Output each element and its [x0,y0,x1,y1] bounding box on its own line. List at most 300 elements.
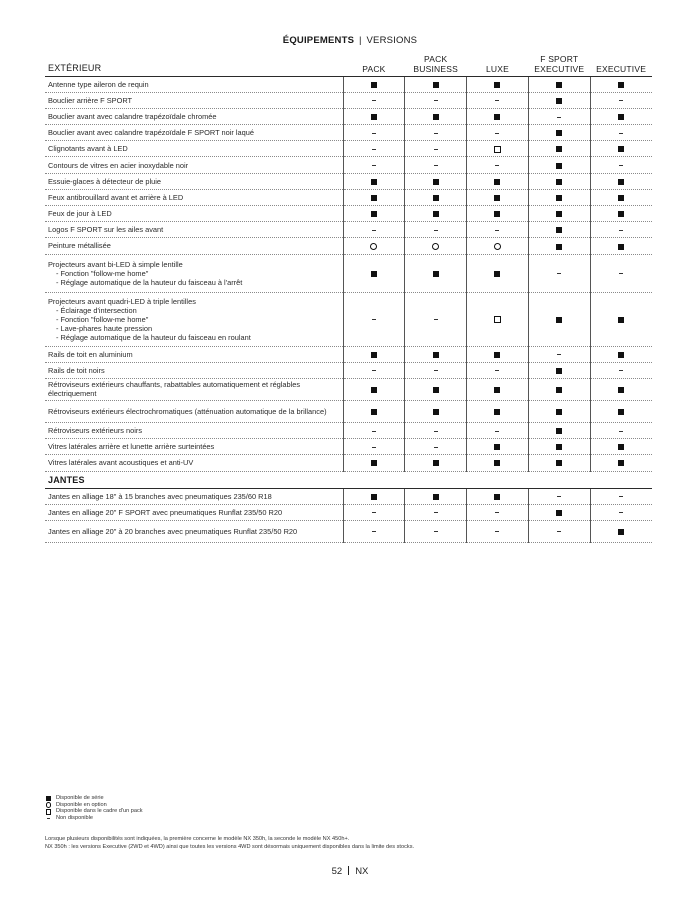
feature-name: Jantes en alliage 20" à 20 branches avec pneumatiques Runflat 235/50 R20 [48,526,298,536]
standard-marker [433,271,439,277]
availability-cell [343,520,405,542]
not-available-marker [372,319,376,320]
standard-marker [433,82,439,88]
not-available-marker [619,496,623,497]
availability-cell [528,141,590,157]
feature-subitem: - Réglage automatique de la hauteur du faisceau en roulant [56,332,251,342]
not-available-marker [495,165,499,166]
standard-marker [618,244,624,250]
not-available-marker [372,100,376,101]
table-row [45,173,652,189]
feature-label [45,422,343,438]
availability-cell [467,76,529,92]
availability-cell [590,206,652,222]
standard-marker [556,244,562,250]
feature-subitem: - Fonction "follow-me home" [56,268,149,278]
not-available-marker [434,165,438,166]
standard-marker [618,352,624,358]
standard-marker [556,428,562,434]
feature-name: Rails de toit noirs [48,365,105,375]
feature-name: Feux de jour à LED [48,209,112,219]
standard-marker [556,211,562,217]
availability-cell [467,141,529,157]
feature-label [45,378,343,400]
feature-subitem: - Réglage automatique de la hauteur du faisceau à l'arrêt [56,277,243,287]
not-available-marker [434,447,438,448]
availability-cell [590,189,652,205]
not-available-marker [495,431,499,432]
standard-marker [494,82,500,88]
availability-cell [467,292,529,346]
availability-cell [405,92,467,108]
feature-name: Bouclier arrière F SPORT [48,95,133,105]
not-available-marker [372,531,376,532]
standard-marker [433,211,439,217]
availability-cell [343,504,405,520]
availability-cell [528,222,590,238]
feature-name: Rétroviseurs extérieurs électrochromatiques (atténuation automatique de la brillance) [48,406,327,416]
not-available-marker [557,117,561,118]
availability-cell [343,125,405,141]
standard-marker [556,444,562,450]
availability-cell [467,400,529,422]
standard-marker [371,82,377,88]
option-marker [432,243,439,250]
feature-subitem: - Lave-phares haute pression [56,323,153,333]
standard-marker [371,409,377,415]
not-available-marker [557,354,561,355]
not-available-marker [619,370,623,371]
availability-cell [590,362,652,378]
availability-cell [405,520,467,542]
availability-cell [467,206,529,222]
table-row [45,378,652,400]
availability-cell [528,108,590,124]
not-available-marker [557,496,561,497]
feature-name: Logos F SPORT sur les ailes avant [48,225,164,235]
feature-name: Essuie-glaces à détecteur de pluie [48,176,161,186]
standard-marker [433,460,439,466]
feature-label [45,455,343,471]
feature-subitem: - Éclairage d'intersection [56,305,137,315]
feature-label [45,222,343,238]
feature-label [45,125,343,141]
not-available-marker [619,133,623,134]
availability-cell [528,76,590,92]
availability-cell [528,422,590,438]
availability-cell [467,189,529,205]
not-available-marker [619,431,623,432]
table-row [45,141,652,157]
availability-cell [343,222,405,238]
not-available-marker [495,230,499,231]
table-row [45,222,652,238]
feature-label [45,108,343,124]
availability-cell [590,439,652,455]
table-row [45,108,652,124]
availability-cell [528,206,590,222]
availability-cell [467,488,529,504]
availability-cell [528,400,590,422]
standard-marker [556,409,562,415]
availability-cell [405,292,467,346]
not-available-marker [619,512,623,513]
standard-marker [371,114,377,120]
availability-cell [590,400,652,422]
availability-cell [467,455,529,471]
table-row [45,488,652,504]
availability-cell [528,488,590,504]
not-available-marker [495,370,499,371]
legend [45,795,143,822]
availability-cell [405,254,467,292]
availability-cell [528,362,590,378]
feature-label [45,157,343,173]
feature-name: Contours de vitres en acier inoxydable noir [48,160,189,170]
feature-name: Jantes en alliage 18" à 15 branches avec pneumatiques 235/60 R18 [48,491,272,501]
standard-marker [433,387,439,393]
availability-cell [528,173,590,189]
availability-cell [467,520,529,542]
availability-cell [467,254,529,292]
availability-cell [528,346,590,362]
standard-marker [494,179,500,185]
table-row [45,422,652,438]
table-row [45,92,652,108]
not-available-marker [495,100,499,101]
feature-label [45,362,343,378]
availability-cell [590,173,652,189]
not-available-marker [434,100,438,101]
standard-marker [556,387,562,393]
legend-item [45,802,143,809]
availability-cell [528,254,590,292]
not-available-marker [434,230,438,231]
availability-cell [343,76,405,92]
feature-name: Jantes en alliage 20" F SPORT avec pneumatiques Runflat 235/50 R20 [48,507,283,517]
feature-name: Peinture métallisée [48,241,111,251]
feature-label [45,206,343,222]
standard-marker [371,271,377,277]
availability-cell [405,439,467,455]
col-header-executive: EXECUTIVE [590,50,652,76]
model-name: NX [355,866,369,877]
availability-cell [405,108,467,124]
not-available-marker [434,319,438,320]
feature-name: Rétroviseurs extérieurs chauffants, rabattables automatiquement et réglables électriquement [48,380,301,399]
availability-cell [343,157,405,173]
availability-cell [467,378,529,400]
standard-marker [494,352,500,358]
availability-cell [343,238,405,254]
availability-cell [528,92,590,108]
availability-cell [528,238,590,254]
availability-cell [343,173,405,189]
standard-marker [433,409,439,415]
availability-cell [590,92,652,108]
not-available-marker [495,512,499,513]
standard-marker [618,179,624,185]
wheels-table [45,470,652,543]
not-available-marker [495,133,499,134]
not-available-marker [372,370,376,371]
availability-cell [590,378,652,400]
legend-item [45,815,143,822]
standard-marker [494,114,500,120]
availability-cell [405,378,467,400]
standard-marker [494,494,500,500]
feature-name: Clignotants avant à LED [48,144,128,154]
standard-marker [556,179,562,185]
availability-cell [590,238,652,254]
availability-cell [467,157,529,173]
availability-cell [528,439,590,455]
legend-item [45,808,143,815]
table-row [45,439,652,455]
availability-cell [343,378,405,400]
col-header-f-sport-executive: F SPORT EXECUTIVE [528,50,590,76]
feature-name: Rails de toit en aluminium [48,349,133,359]
not-available-marker [372,133,376,134]
table-row [45,238,652,254]
standard-marker [494,211,500,217]
not-available-marker [557,273,561,274]
availability-cell [405,422,467,438]
feature-label [45,238,343,254]
page-title [0,35,700,46]
not-available-marker [434,149,438,150]
availability-cell [343,92,405,108]
standard-marker [556,460,562,466]
option-marker [370,243,377,250]
feature-name: Projecteurs avant bi-LED à simple lentille [48,259,183,269]
feature-name: Projecteurs avant quadri-LED à triple lentilles [48,296,196,306]
availability-cell [405,141,467,157]
standard-marker [556,130,562,136]
availability-cell [528,504,590,520]
table-row [45,520,652,542]
feature-name: Bouclier avant avec calandre trapézoïdale chromée [48,111,217,121]
standard-marker [618,146,624,152]
standard-marker [371,195,377,201]
standard-marker [556,227,562,233]
availability-cell [405,488,467,504]
not-available-marker [372,149,376,150]
exterior-table [45,50,652,472]
availability-cell [467,92,529,108]
feature-label [45,346,343,362]
availability-cell [590,108,652,124]
standard-marker [371,460,377,466]
standard-marker [556,98,562,104]
not-available-marker [434,531,438,532]
availability-cell [343,488,405,504]
title-separator: | [358,35,362,46]
standard-marker [618,409,624,415]
standard-marker [618,529,624,535]
pack-marker [494,316,501,323]
availability-cell [343,141,405,157]
not-available-marker [372,230,376,231]
availability-cell [343,400,405,422]
table-row [45,76,652,92]
availability-cell [590,222,652,238]
availability-cell [343,422,405,438]
standard-marker [556,195,562,201]
standard-marker [618,444,624,450]
standard-marker [371,211,377,217]
availability-cell [590,292,652,346]
availability-cell [528,292,590,346]
availability-cell [405,400,467,422]
availability-cell [590,157,652,173]
availability-cell [343,346,405,362]
legend-label: Disponible de série [56,795,104,801]
availability-cell [343,455,405,471]
feature-name: Vitres latérales avant acoustiques et anti-UV [48,458,194,468]
standard-marker [433,352,439,358]
feature-label [45,254,343,292]
not-available-marker [619,273,623,274]
standard-marker [433,494,439,500]
not-available-marker [434,133,438,134]
section-title-exterior: EXTÉRIEUR [45,50,343,76]
availability-cell [528,125,590,141]
not-available-marker [434,431,438,432]
footer-divider [348,866,349,875]
not-available-marker [372,512,376,513]
feature-name: Rétroviseurs extérieurs noirs [48,426,143,436]
availability-cell [590,488,652,504]
page-number: 52 [331,866,343,877]
availability-cell [528,378,590,400]
note-line: Lorsque plusieurs disponibilités sont indiquées, la première concerne le modèle NX 350h, la seconde le modèle NX 450h+. [45,836,350,842]
option-marker [494,243,501,250]
feature-label [45,189,343,205]
standard-marker [494,195,500,201]
feature-label [45,504,343,520]
standard-marker [618,195,624,201]
legend-item [45,795,143,802]
not-available-marker [619,100,623,101]
feature-label [45,520,343,542]
availability-cell [467,108,529,124]
feature-label [45,173,343,189]
not-available-marker [434,370,438,371]
availability-cell [343,292,405,346]
standard-marker [618,460,624,466]
feature-label [45,439,343,455]
section-title-wheels: JANTES [45,470,652,488]
not-available-marker [619,230,623,231]
availability-cell [343,439,405,455]
table-row [45,254,652,292]
page-footer [0,866,700,877]
availability-cell [467,346,529,362]
availability-cell [405,362,467,378]
table-row [45,400,652,422]
table-row [45,206,652,222]
availability-cell [590,346,652,362]
table-row [45,362,652,378]
availability-cell [343,108,405,124]
availability-cell [343,189,405,205]
standard-marker [433,179,439,185]
availability-cell [405,76,467,92]
standard-marker [556,317,562,323]
pack-marker [494,146,501,153]
legend-option-marker [46,802,52,808]
standard-marker [618,82,624,88]
table-row [45,504,652,520]
legend-standard-marker [46,796,51,801]
table-row [45,157,652,173]
availability-cell [590,504,652,520]
feature-label [45,76,343,92]
feature-label [45,141,343,157]
availability-cell [467,504,529,520]
availability-cell [467,362,529,378]
availability-cell [467,173,529,189]
availability-cell [405,157,467,173]
standard-marker [433,114,439,120]
table-row [45,455,652,471]
standard-marker [371,494,377,500]
standard-marker [494,444,500,450]
table-row [45,292,652,346]
availability-cell [528,455,590,471]
feature-name: Bouclier avant avec calandre trapézoïdale F SPORT noir laqué [48,128,254,138]
col-header-pack: PACK [343,50,405,76]
feature-name: Vitres latérales arrière et lunette arrière surteintées [48,442,215,452]
standard-marker [371,352,377,358]
availability-cell [405,504,467,520]
standard-marker [494,409,500,415]
col-header-luxe: LUXE [467,50,529,76]
standard-marker [371,179,377,185]
standard-marker [618,387,624,393]
availability-cell [467,125,529,141]
availability-cell [590,422,652,438]
availability-cell [528,520,590,542]
standard-marker [556,163,562,169]
availability-cell [405,238,467,254]
feature-label [45,400,343,422]
availability-cell [343,206,405,222]
not-available-marker [372,447,376,448]
availability-cell [405,346,467,362]
availability-cell [405,455,467,471]
availability-cell [405,189,467,205]
standard-marker [556,146,562,152]
feature-subitem: - Fonction "follow-me home" [56,314,149,324]
table-row [45,125,652,141]
legend-label: Non disponible [56,815,94,822]
feature-label [45,292,343,346]
col-header-pack-business: PACK BUSINESS [405,50,467,76]
notes [45,836,414,851]
availability-cell [590,455,652,471]
availability-cell [590,141,652,157]
standard-marker [556,510,562,516]
not-available-marker [495,531,499,532]
availability-cell [405,222,467,238]
availability-cell [467,439,529,455]
availability-cell [528,189,590,205]
standard-marker [494,387,500,393]
standard-marker [494,271,500,277]
availability-cell [405,173,467,189]
